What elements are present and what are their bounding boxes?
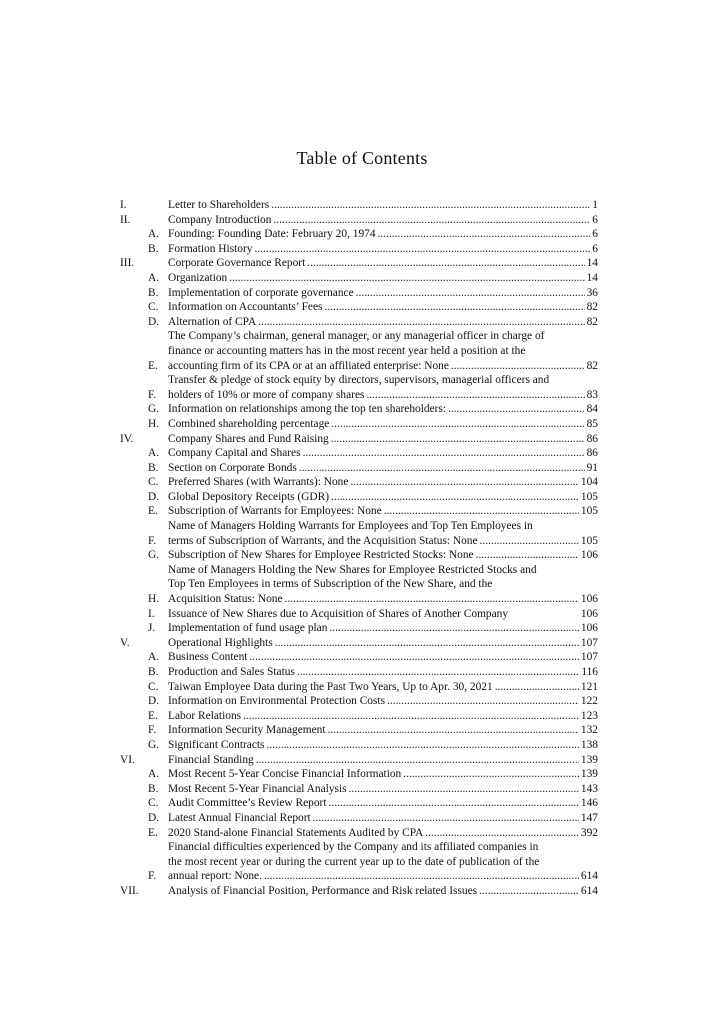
toc-subsection-body	[168, 504, 598, 519]
toc-subsection-body	[168, 490, 598, 505]
toc-page-number: 82	[586, 315, 598, 328]
subsection-letter: F.	[148, 534, 157, 547]
toc-subsection-body	[168, 548, 598, 563]
toc-subsection[interactable]	[120, 315, 598, 330]
subsection-title: Implementation of fund usage plan	[168, 622, 328, 635]
section-title: Operational Highlights	[168, 636, 273, 649]
subsection-title: Most Recent 5-Year Financial Analysis	[168, 782, 347, 795]
subsection-title: Organization	[168, 271, 228, 284]
toc-entry-text-line: Top Ten Employees in terms of Subscription of the New Share, and the	[168, 578, 493, 591]
subsection-letter: D.	[148, 811, 160, 824]
subsection-letter: E.	[148, 709, 158, 722]
subsection-title: Business Content	[168, 651, 248, 664]
subsection-title: Information on Accountants’ Fees	[168, 301, 323, 314]
toc-leader-dots	[256, 753, 579, 768]
subsection-letter: F.	[148, 870, 157, 883]
section-number: I.	[120, 199, 127, 211]
toc-subsection[interactable]	[120, 607, 598, 622]
toc-leader-dots	[378, 227, 591, 242]
toc-page-number: 84	[586, 403, 598, 416]
toc-entry-line	[168, 592, 598, 607]
subsection-title: Company Capital and Shares	[168, 447, 301, 460]
toc-subsection-body	[168, 242, 598, 257]
toc-entry-text-line: the most recent year or during the current year up to the date of publication of the	[168, 855, 540, 868]
toc-subsection[interactable]	[120, 329, 598, 373]
toc-subsection-body	[168, 665, 598, 680]
toc-leader-dots	[249, 650, 578, 665]
toc-page-number: 105	[580, 505, 598, 518]
toc-leader-dots	[258, 315, 584, 330]
subsection-letter: E.	[148, 826, 158, 839]
subsection-title: Significant Contracts	[168, 738, 265, 751]
subsection-letter: F.	[148, 388, 157, 401]
toc-leader-dots	[479, 884, 579, 899]
subsection-letter: G.	[148, 549, 160, 562]
toc-entry-title: holders of 10% or more of company shares	[168, 388, 365, 401]
subsection-letter: D.	[148, 695, 160, 708]
subsection-title: Section on Corporate Bonds	[168, 461, 297, 474]
toc-section-body	[168, 432, 598, 447]
toc-page-number: 147	[580, 811, 598, 824]
toc-leader-dots	[356, 286, 585, 301]
toc-page-number: 132	[580, 724, 598, 737]
subsection-letter: E.	[148, 505, 158, 518]
toc-page-number: 105	[580, 534, 598, 547]
toc-page-number: 105	[580, 490, 598, 503]
subsection-title: Issuance of New Shares due to Acquisition of Shares of Another Company	[168, 607, 509, 620]
toc-subsection[interactable]	[120, 840, 598, 884]
toc-leader-dots	[271, 198, 590, 213]
toc-subsection[interactable]	[120, 826, 598, 841]
toc-leader-dots	[285, 592, 579, 607]
toc-leader-dots	[273, 213, 590, 228]
section-number: V.	[120, 636, 130, 649]
toc-subsection-body	[168, 650, 598, 665]
toc-subsection[interactable]	[120, 694, 598, 709]
toc-subsection[interactable]	[120, 723, 598, 738]
toc-page-number: 143	[580, 782, 598, 795]
subsection-letter: A.	[148, 651, 160, 664]
subsection-letter: D.	[148, 315, 160, 328]
toc-leader-dots	[303, 446, 585, 461]
subsection-title: Implementation of corporate governance	[168, 286, 354, 299]
subsection-letter: B.	[148, 666, 159, 678]
toc-page-number: 139	[580, 768, 598, 781]
toc-leader-dots	[267, 738, 579, 753]
section-title: Company Shares and Fund Raising	[168, 432, 329, 445]
toc-entry-title: terms of Subscription of Warrants, and the Acquisition Status: None	[168, 534, 478, 547]
toc-subsection[interactable]	[120, 475, 598, 490]
subsection-title: Combined shareholding percentage	[168, 417, 330, 430]
toc-leader-dots	[403, 767, 579, 782]
subsection-title: Most Recent 5-Year Concise Financial Information	[168, 768, 402, 781]
toc-leader-dots	[425, 826, 579, 841]
toc-subsection-body	[168, 286, 598, 301]
toc-leader-dots	[366, 388, 584, 403]
subsection-letter: G.	[148, 738, 160, 751]
subsection-letter: H.	[148, 593, 160, 606]
toc-leader-dots	[297, 665, 579, 680]
toc-page-number: 14	[586, 257, 598, 270]
toc-subsection[interactable]	[120, 286, 598, 301]
toc-subsection[interactable]	[120, 709, 598, 724]
subsection-letter: C.	[148, 301, 159, 314]
toc-subsection-body	[168, 446, 598, 461]
subsection-letter: I.	[148, 607, 155, 620]
toc-leader-dots	[350, 475, 578, 490]
toc-subsection-body	[168, 621, 598, 636]
toc-section-body	[168, 256, 598, 271]
toc-subsection-body	[168, 709, 598, 724]
toc-leader-dots	[384, 504, 579, 519]
toc-subsection-body	[168, 271, 598, 286]
toc-entry-text-line: Name of Managers Holding Warrants for Employees and Top Ten Employees in	[168, 520, 533, 533]
subsection-letter: A.	[148, 271, 160, 284]
toc-page-number: 1	[592, 199, 598, 211]
toc-leader-dots	[331, 490, 579, 505]
toc-page-number: 146	[580, 797, 598, 810]
toc-page-number: 106	[580, 607, 598, 620]
toc-leader-dots	[329, 796, 579, 811]
toc-section-body	[168, 753, 598, 768]
toc-page-number: 82	[586, 301, 598, 314]
toc-entry-text-line: Name of Managers Holding the New Shares for Employee Restricted Stocks and	[168, 563, 537, 576]
subsection-title: Preferred Shares (with Warrants): None	[168, 476, 349, 489]
toc-section[interactable]	[120, 636, 598, 651]
subsection-title: Formation History	[168, 242, 253, 255]
toc-leader-dots	[307, 256, 584, 271]
toc-page-number: 614	[580, 884, 598, 897]
toc-subsection-body	[168, 475, 598, 490]
toc-section[interactable]	[120, 213, 598, 228]
toc-subsection-body	[168, 680, 598, 695]
toc-subsection-body	[168, 519, 598, 548]
toc-leader-dots	[254, 242, 590, 257]
toc-page-number: 83	[586, 388, 598, 401]
toc-leader-dots	[299, 461, 585, 476]
subsection-letter: A.	[148, 447, 160, 460]
toc-leader-dots	[264, 869, 579, 884]
toc-subsection-body	[168, 811, 598, 826]
toc-page-number: 106	[580, 622, 598, 635]
toc-page-number: 104	[580, 476, 598, 489]
toc-page-number: 36	[586, 286, 598, 299]
toc-subsection[interactable]	[120, 796, 598, 811]
toc-leader-dots	[329, 621, 578, 636]
toc-page-number: 6	[592, 242, 598, 255]
subsection-title: Global Depository Receipts (GDR)	[168, 490, 330, 503]
toc-subsection[interactable]	[120, 402, 598, 417]
toc-leader-dots	[349, 782, 579, 797]
subsection-letter: A.	[148, 768, 160, 781]
toc-subsection[interactable]	[120, 767, 598, 782]
toc-section-body	[168, 636, 598, 651]
subsection-title: 2020 Stand-alone Financial Statements Audited by CPA	[168, 826, 424, 839]
toc-section[interactable]	[120, 256, 598, 271]
toc-subsection-body	[168, 329, 598, 373]
toc-subsection[interactable]	[120, 461, 598, 476]
toc-subsection[interactable]	[120, 417, 598, 432]
section-title: Company Introduction	[168, 213, 272, 226]
toc-subsection-body	[168, 373, 598, 402]
toc-leader-dots	[451, 359, 585, 374]
toc-entry-line	[168, 359, 598, 374]
section-title: Analysis of Financial Position, Performance and Risk related Issues	[168, 884, 478, 897]
toc-subsection[interactable]	[120, 811, 598, 826]
toc-subsection-body	[168, 826, 598, 841]
toc-subsection[interactable]	[120, 242, 598, 257]
toc-section[interactable]	[120, 432, 598, 447]
table-of-contents	[120, 198, 598, 899]
toc-entry-text-line: Financial difficulties experienced by the Company and its affiliated companies in	[168, 841, 539, 854]
toc-subsection[interactable]	[120, 563, 598, 607]
toc-subsection[interactable]	[120, 504, 598, 519]
subsection-letter: C.	[148, 476, 159, 489]
toc-page-number: 86	[586, 432, 598, 445]
toc-entry-line	[168, 869, 598, 884]
toc-entry-title: Acquisition Status: None	[168, 593, 283, 606]
subsection-letter: F.	[148, 724, 157, 737]
toc-subsection-body	[168, 402, 598, 417]
section-title: Corporate Governance Report	[168, 257, 306, 270]
toc-leader-dots	[387, 694, 579, 709]
toc-subsection[interactable]	[120, 271, 598, 286]
toc-subsection[interactable]	[120, 548, 598, 563]
section-title: Financial Standing	[168, 753, 254, 766]
toc-entry-text-line: Transfer & pledge of stock equity by directors, supervisors, managerial officers and	[168, 374, 550, 387]
subsection-title: Labor Relations	[168, 709, 242, 722]
toc-section[interactable]	[120, 198, 598, 213]
toc-subsection-body	[168, 738, 598, 753]
toc-entry-line	[168, 388, 598, 403]
toc-leader-dots	[328, 723, 579, 738]
section-number: VI.	[120, 753, 135, 766]
subsection-letter: E.	[148, 359, 158, 372]
toc-subsection-body	[168, 782, 598, 797]
subsection-letter: J.	[148, 622, 156, 635]
toc-page-number: 121	[580, 680, 598, 693]
toc-page-number: 107	[580, 636, 598, 649]
toc-page-number: 138	[580, 738, 598, 751]
toc-page-number: 86	[586, 447, 598, 460]
toc-page-number: 6	[592, 228, 598, 241]
toc-subsection-body	[168, 767, 598, 782]
toc-subsection-body	[168, 723, 598, 738]
toc-section[interactable]	[120, 753, 598, 768]
toc-page-number: 106	[580, 593, 598, 606]
toc-subsection[interactable]	[120, 782, 598, 797]
toc-page-number: 392	[580, 826, 598, 839]
toc-page-number: 107	[580, 651, 598, 664]
subsection-letter: C.	[148, 797, 159, 810]
toc-leader-dots	[229, 271, 584, 286]
toc-entry-title: annual report: None.	[168, 870, 262, 883]
toc-entry-text-line: finance or accounting matters has in the most recent year held a position at the	[168, 344, 526, 357]
subsection-letter: B.	[148, 286, 159, 299]
subsection-title: Latest Annual Financial Report	[168, 811, 311, 824]
subsection-title: Information on Environmental Protection Costs	[168, 695, 386, 708]
toc-subsection[interactable]	[120, 227, 598, 242]
toc-subsection-body	[168, 417, 598, 432]
subsection-title: Audit Committee’s Review Report	[168, 797, 327, 810]
toc-page-number: 614	[580, 870, 598, 883]
toc-subsection-body	[168, 840, 598, 884]
toc-page-number: 85	[586, 417, 598, 430]
toc-leader-dots	[480, 534, 579, 549]
subsection-letter: H.	[148, 417, 160, 430]
subsection-letter: A.	[148, 228, 160, 241]
subsection-letter: G.	[148, 403, 160, 416]
toc-subsection-body	[168, 461, 598, 476]
toc-page-number: 14	[586, 271, 598, 284]
subsection-title: Taiwan Employee Data during the Past Two Years, Up to Apr. 30, 2021	[168, 680, 493, 693]
toc-leader-dots	[275, 636, 579, 651]
toc-subsection[interactable]	[120, 738, 598, 753]
subsection-title: Subscription of New Shares for Employee Restricted Stocks: None	[168, 549, 474, 562]
toc-subsection[interactable]	[120, 490, 598, 505]
toc-leader-dots	[448, 402, 585, 417]
subsection-letter: B.	[148, 242, 159, 255]
subsection-letter: C.	[148, 680, 159, 693]
toc-subsection[interactable]	[120, 446, 598, 461]
toc-entry-line	[168, 534, 598, 549]
page-title: Table of Contents	[296, 148, 428, 168]
toc-leader-dots	[243, 709, 579, 724]
toc-page-number: 91	[586, 461, 598, 474]
section-number: II.	[120, 213, 131, 226]
toc-subsection-body	[168, 300, 598, 315]
toc-subsection[interactable]	[120, 300, 598, 315]
toc-page-number: 139	[580, 753, 598, 766]
toc-page-number: 82	[586, 359, 598, 372]
toc-leader-dots	[313, 811, 579, 826]
toc-subsection-body	[168, 315, 598, 330]
section-number: VII.	[120, 884, 139, 897]
toc-subsection[interactable]	[120, 621, 598, 636]
toc-leader-dots	[324, 300, 584, 315]
toc-subsection-body	[168, 796, 598, 811]
subsection-title: Founding: Founding Date: February 20, 1974	[168, 228, 376, 241]
toc-subsection-body	[168, 227, 598, 242]
toc-subsection[interactable]	[120, 373, 598, 402]
toc-section-body	[168, 198, 598, 213]
toc-leader-dots	[476, 548, 579, 563]
toc-page-number: 106	[580, 549, 598, 562]
subsection-title: Subscription of Warrants for Employees: None	[168, 505, 382, 518]
toc-page-number: 116	[581, 666, 598, 678]
toc-entry-title: accounting firm of its CPA or at an affiliated enterprise: None	[168, 359, 449, 372]
toc-subsection[interactable]	[120, 680, 598, 695]
toc-page-number: 6	[592, 213, 598, 226]
toc-subsection[interactable]	[120, 650, 598, 665]
subsection-letter: B.	[148, 461, 159, 474]
toc-section-body	[168, 884, 598, 899]
subsection-letter: B.	[148, 782, 159, 795]
toc-page-number: 123	[580, 709, 598, 722]
subsection-letter: D.	[148, 490, 160, 503]
toc-leader-dots	[331, 417, 584, 432]
toc-section[interactable]	[120, 884, 598, 899]
toc-subsection-body	[168, 607, 598, 622]
toc-entry-text-line: The Company’s chairman, general manager, or any managerial officer in charge of	[168, 330, 545, 343]
toc-page-number: 122	[580, 695, 598, 708]
toc-subsection-body	[168, 563, 598, 607]
subsection-title: Production and Sales Status	[168, 666, 295, 678]
subsection-title: Information on relationships among the top ten shareholders:	[168, 403, 447, 416]
subsection-title: Information Security Management	[168, 724, 326, 737]
toc-leader-dots	[495, 680, 579, 695]
toc-section-body	[168, 213, 598, 228]
toc-subsection[interactable]	[120, 665, 598, 680]
section-number: IV.	[120, 432, 134, 445]
toc-subsection-body	[168, 694, 598, 709]
section-title: Letter to Shareholders	[168, 199, 270, 211]
section-number: III.	[120, 257, 135, 270]
toc-subsection[interactable]	[120, 519, 598, 548]
toc-leader-dots	[331, 432, 585, 447]
subsection-title: Alternation of CPA	[168, 315, 257, 328]
